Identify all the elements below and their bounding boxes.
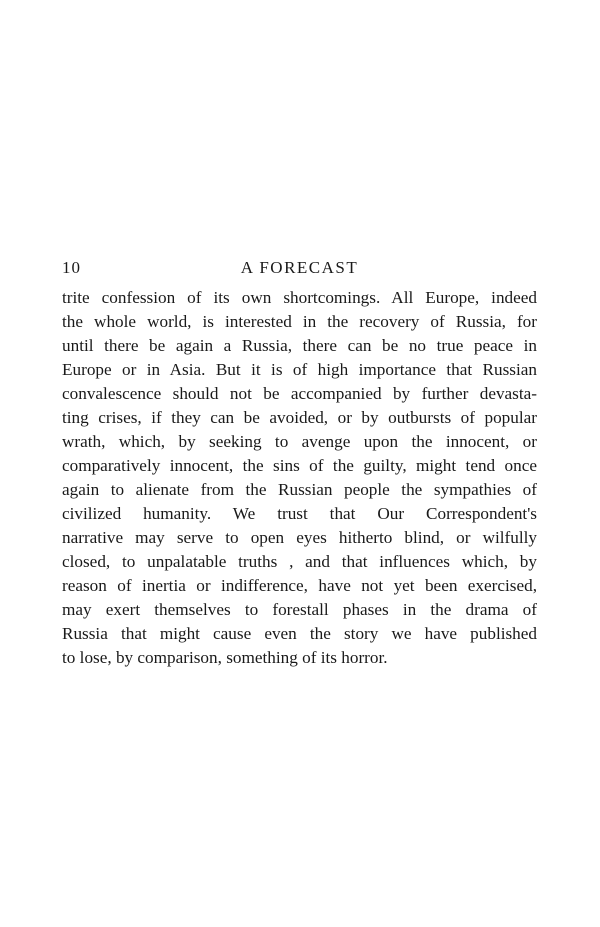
text-line: comparatively innocent, the sins of the guilty, might tend once [62,456,537,475]
page-number: 10 [62,258,81,277]
text-line: convalescence should not be accompanied by further devasta- [62,384,537,403]
text-line: ting crises, if they can be avoided, or by outbursts of popular [62,408,537,427]
text-line: again to alienate from the Russian people the sympathies of [62,480,537,499]
text-line: Europe or in Asia. But it is of high importance that Russian [62,360,537,379]
text-line: narrative may serve to open eyes hitherto blind, or wilfully [62,528,537,547]
text-line-last: to lose, by comparison, something of its horror. [62,648,388,667]
text-line: until there be again a Russia, there can be no true peace in [62,336,537,355]
text-line: closed, to unpalatable truths , and that influences which, by [62,552,537,571]
text-line: civilized humanity. We trust that Our Correspondent's [62,504,537,523]
running-head [62,258,537,282]
text-line: may exert themselves to forestall phases in the drama of [62,600,537,619]
running-title: A FORECAST [240,258,359,277]
body-paragraph [62,286,537,670]
text-line: Russia that might cause even the story we have published [62,624,537,643]
text-line: trite confession of its own shortcomings. All Europe, indeed [62,288,537,307]
text-line: reason of inertia or indifference, have not yet been exercised, [62,576,537,595]
text-line: the whole world, is interested in the recovery of Russia, for [62,312,537,331]
text-line: wrath, which, by seeking to avenge upon the innocent, or [62,432,537,451]
